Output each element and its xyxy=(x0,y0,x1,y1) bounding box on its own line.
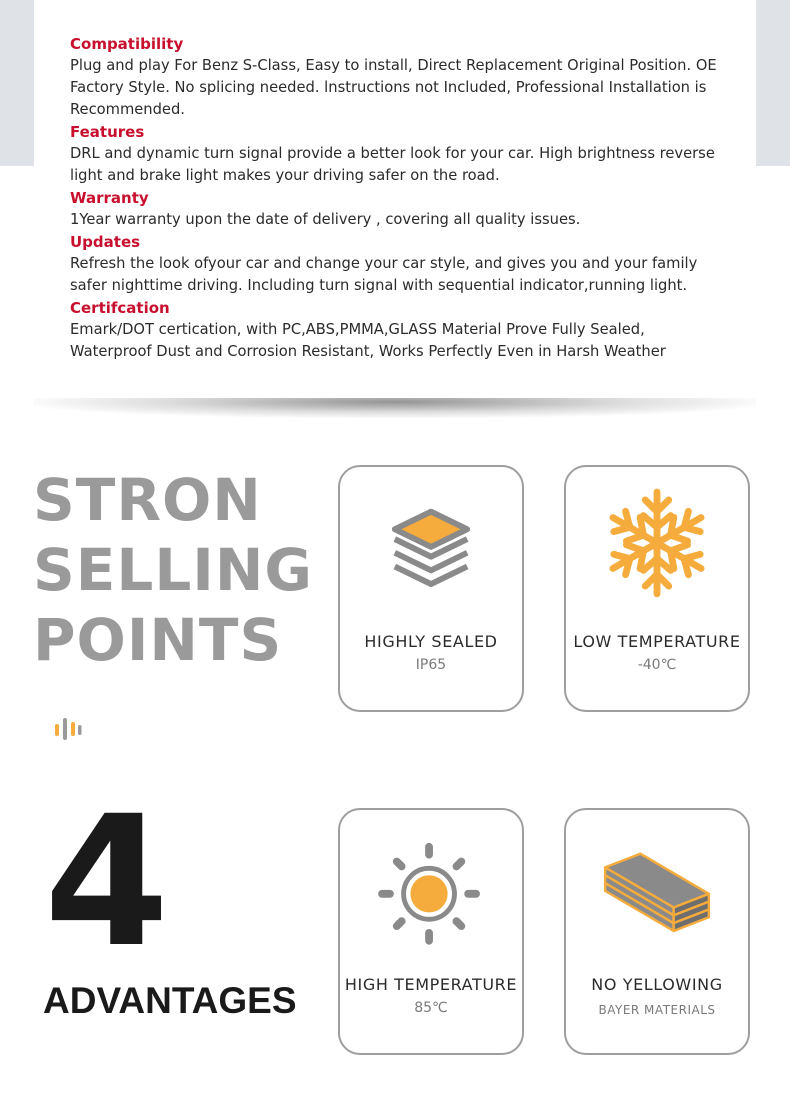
feature-title: HIGHLY SEALED xyxy=(364,632,498,651)
feature-title: NO YELLOWING xyxy=(591,975,723,994)
feature-card-high-temperature xyxy=(338,808,524,1055)
updates-heading: Updates xyxy=(70,233,141,251)
product-info-card xyxy=(34,0,756,404)
product-info-content xyxy=(70,33,730,363)
features-text-line: light and brake light makes your driving safer on the road. xyxy=(70,167,500,184)
layers-icon xyxy=(340,467,522,617)
headline-line: POINTS xyxy=(33,606,283,674)
sound-bars-icon xyxy=(54,716,82,742)
feature-subtitle: -40℃ xyxy=(637,657,677,673)
updates-text-line: safer nighttime driving. Including turn signal with sequential indicator,running light. xyxy=(70,277,688,294)
feature-card-no-yellowing xyxy=(564,808,750,1055)
feature-card-low-temperature xyxy=(564,465,750,712)
snowflake-icon xyxy=(566,467,748,617)
card-shadow xyxy=(34,398,756,418)
features-text-line: DRL and dynamic turn signal provide a better look for your car. High brightness reverse xyxy=(70,145,715,162)
warranty-text-line: 1Year warranty upon the date of delivery , covering all quality issues. xyxy=(70,211,581,228)
features-heading: Features xyxy=(70,123,145,141)
sun-icon xyxy=(340,810,522,960)
feature-subtitle: IP65 xyxy=(415,657,447,673)
feature-card-highly-sealed xyxy=(338,465,524,712)
certification-text-line: Waterproof Dust and Corrosion Resistant, Works Perfectly Even in Harsh Weather xyxy=(70,343,666,360)
compatibility-text-line: Plug and play For Benz S-Class, Easy to install, Direct Replacement Original Position. OE xyxy=(70,57,717,74)
compatibility-text-line: Recommended. xyxy=(70,101,185,118)
selling-points-headline xyxy=(33,465,313,675)
feature-subtitle: BAYER MATERIALS xyxy=(598,1003,716,1017)
feature-title: HIGH TEMPERATURE xyxy=(344,975,518,994)
headline-line: SELLING xyxy=(33,536,314,604)
warranty-heading: Warranty xyxy=(70,189,149,207)
feature-title: LOW TEMPERATURE xyxy=(573,632,741,651)
top-left-band xyxy=(0,0,34,166)
feature-subtitle: 85℃ xyxy=(414,1000,448,1016)
updates-text-line: Refresh the look ofyour car and change your car style, and gives you and your family xyxy=(70,255,698,272)
certification-heading: Certifcation xyxy=(70,299,170,317)
headline-line: STRON xyxy=(33,466,262,534)
panel-stack-icon xyxy=(566,810,748,960)
compatibility-text-line: Factory Style. No splicing needed. lnstructions not Included, Professional Installation is xyxy=(70,79,707,96)
top-right-band xyxy=(756,0,790,166)
advantages-label: ADVANTAGES xyxy=(43,980,297,1021)
advantages-count: 4 xyxy=(44,778,170,987)
certification-text-line: Emark/DOT certication, with PC,ABS,PMMA,GLASS Material Prove Fully Sealed, xyxy=(70,321,645,338)
compatibility-heading: Compatibility xyxy=(70,35,184,53)
